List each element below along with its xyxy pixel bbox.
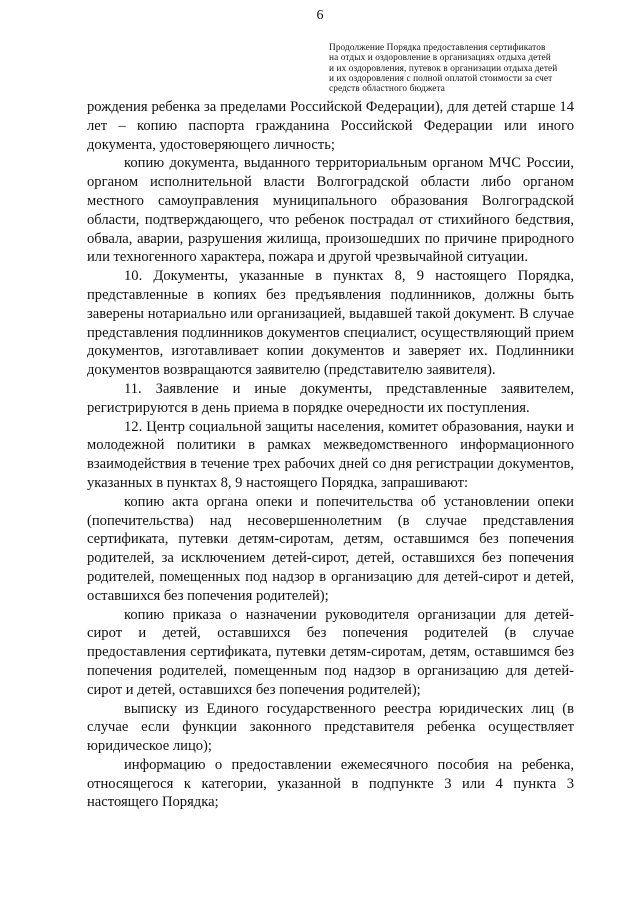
paragraph-item-12: 12. Центр социальной защиты населения, комитет образования, науки и молодежной политики в рамках межведомственного информационного взаимодействия в течение трех рабочих дней со дня регистрации документов, указанных в пунктах 8, 9 настоящего Порядка, запрашивают: [87,418,574,491]
paragraph-director-order: копию приказа о назначении руководителя организации для детей-сирот и детей, оставшихся без попечения родителей (в случае предоставления сертификата, путевки детям-сиротам, детям, оставшимся без попечения родителей, помещенным под надзор в организацию для детей-сирот и детей, оставшихся без попечения родителей); [87,606,574,698]
page-number: 6 [316,8,324,23]
paragraph-mchs-document: копию документа, выданного территориальным органом МЧС России, органом исполнительной власти Волгоградской области либо органом местного самоуправления муниципального образования Волгоградской области, подтверждающего, что ребенок пострадал от стихийного бедствия, обвала, аварии, разрушения жилища, произошедших по причине природного или техногенного характера, пожара и другой чрезвычайной ситуации. [87,155,574,266]
paragraph-guardianship-act: копию акта органа опеки и попечительства об установлении опеки (попечительства) над несовершеннолетним (в случае представления сертификата, путевки детям-сиротам, детям, оставшимся без попечения родителей, за исключением детей-сирот, детей, оставшихся без попечения родителей, помещенных под надзор в организацию для детей-сирот и детей, оставшихся без попечения родителей); [87,493,574,604]
body-text [87,98,574,812]
paragraph-item-10: 10. Документы, указанные в пунктах 8, 9 настоящего Порядка, представленные в копиях без предъявления подлинников, должны быть заверены нотариально или организацией, выдавшей такой документ. В случае представления подлинников документов специалист, осуществляющий прием документов, изготавливает копии документов и заверяет их. Подлинники документов возвращаются заявителю (представителю заявителя). [87,268,574,379]
running-header-line: и их оздоровления с полной оплатой стоимости за счет [329,73,553,84]
paragraph-monthly-allowance: информацию о предоставлении ежемесячного пособия на ребенка, относящегося к категории, указанной в подпункте 3 или 4 пункта 3 настоящего Порядка; [87,756,574,811]
paragraph-continuation: рождения ребенка за пределами Российской Федерации), для детей старше 14 лет – копию паспорта гражданина Российской Федерации или иного документа, удостоверяющего личность; [87,99,574,153]
running-header-line: и их оздоровления, путевок в организации отдыха детей [329,63,558,74]
paragraph-egrul-extract: выписку из Единого государственного реестра юридических лиц (в случае если функции законного представителя ребенка осуществляет юридическое лицо); [87,700,574,755]
paragraph-item-11: 11. Заявление и иные документы, представленные заявителем, регистрируются в день приема в порядке очередности их поступления. [87,380,574,416]
running-header-line: Продолжение Порядка предоставления сертификатов [329,43,546,53]
running-header-line: средств областного бюджета [329,84,445,95]
running-header [329,43,589,94]
running-header-line: на отдых и оздоровление в организациях отдыха детей [329,53,551,64]
